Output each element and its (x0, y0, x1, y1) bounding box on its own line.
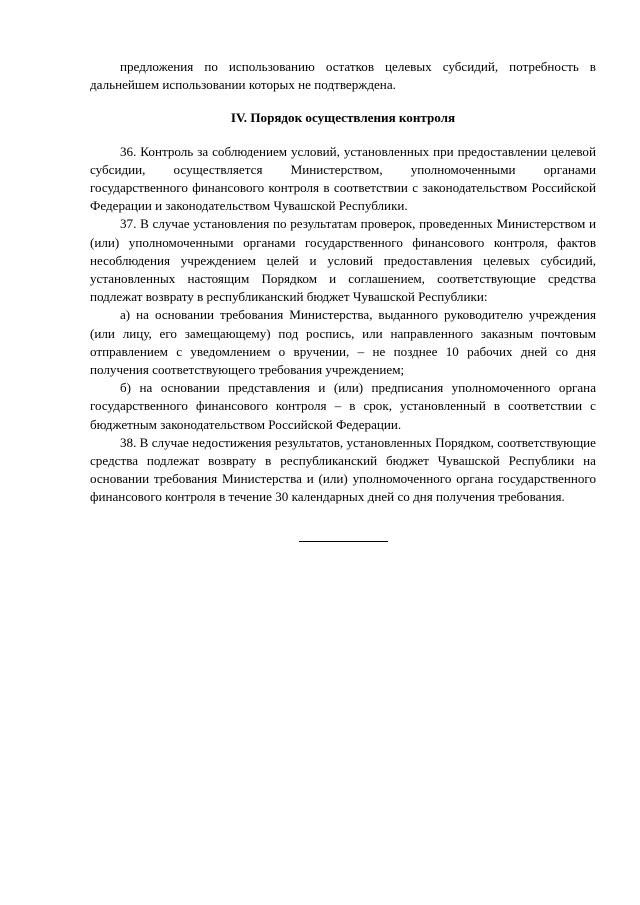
section-heading: IV. Порядок осуществления контроля (230, 110, 456, 126)
paragraph-37-a: а) на основании требования Министерства, выданного руководителю учреждения (или лицу, его замещающему) под роспись, или направленного заказным почтовым отправлением с уведомлением о вручении, – не позднее 10 рабочих дней со дня получения соответствующего требования учреждением; (90, 307, 596, 378)
end-separator-line (299, 541, 388, 542)
paragraph-38: 38. В случае недостижения результатов, установленных Порядком, соответствующие средства подлежат возврату в республиканский бюджет Чувашской Республики на основании требования Министерства и (или) уполномоченного органа государственного финансового контроля в течение 30 календарных дней со дня получения требования. (90, 434, 596, 505)
paragraph-37-b: б) на основании представления и (или) предписания уполномоченного органа государственного финансового контроля – в срок, установленный в соответствии с бюджетным законодательством Российской Федерации. (90, 380, 596, 432)
paragraph-36: 36. Контроль за соблюдением условий, установленных при предоставлении целевой субсидии, осуществляется Министерством, уполномоченными органами государственного финансового контроля в соответствии с законодательством Российской Федерации и законодательством Чувашской Республики. (90, 143, 596, 214)
intro-paragraph: предложения по использованию остатков целевых субсидий, потребность в дальнейшем использовании которых не подтверждена. (90, 59, 596, 93)
paragraph-37: 37. В случае установления по результатам проверок, проведенных Министерством и (или) уполномоченными органами государственного финансового контроля, фактов несоблюдения учреждением целей и условий предоставления целевых субсидий, установленных настоящим Порядком и соглашением, соответствующие средства подлежат возврату в республиканский бюджет Чувашской Республики: (90, 216, 596, 305)
document-page (90, 58, 596, 507)
